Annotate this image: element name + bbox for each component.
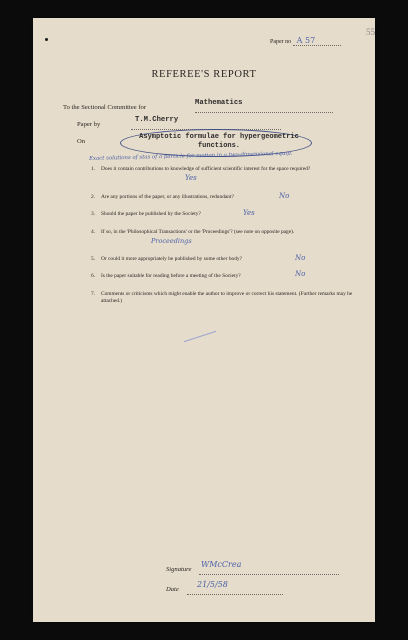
on-label: On: [77, 138, 86, 145]
committee-value: Mathematics: [195, 99, 243, 107]
punch-mark: [45, 38, 48, 41]
signature-label: Signature: [166, 566, 192, 573]
question-answer: Yes: [243, 209, 255, 217]
paper-number-row: [270, 36, 341, 46]
signature-line: [199, 560, 339, 575]
question-text: Is the paper suitable for reading before a meeting of the Society?: [101, 273, 241, 279]
report-sheet: [33, 18, 375, 622]
paper-by-label: Paper by: [77, 121, 101, 128]
committee-line: [195, 99, 333, 113]
question-text: Or could it more appropriately be published by some other body?: [101, 256, 243, 262]
question-text: Are any portions of the paper, or any illustrations, redundant?: [101, 194, 234, 200]
handwritten-subtitle: Exact solutions of stas of a particle for motion in a two-dimensional equip.: [89, 150, 293, 162]
question-number: 5.: [91, 256, 96, 262]
paper-number-label: Paper no: [270, 39, 292, 45]
question-answer: No: [295, 270, 306, 278]
question-number: 3.: [91, 211, 96, 217]
date-line: [187, 580, 283, 595]
question-number: 1.: [91, 166, 96, 172]
committee-label: To the Sectional Committee for: [63, 104, 147, 111]
paper-by-value: T.M.Cherry: [135, 116, 179, 124]
question-number: 7.: [91, 291, 96, 297]
paper-title: [129, 133, 309, 151]
corner-number: 55: [366, 27, 375, 37]
question-text: Comments or criticisms which might enable the author to improve or correct his statement. (Further remarks may be attached.): [101, 291, 353, 305]
question-answer: Proceedings: [151, 237, 192, 245]
date-label: Date: [166, 586, 179, 593]
signature-value: WMcCrea: [201, 560, 242, 569]
paper-number-value: A 57: [293, 36, 341, 46]
question-answer: No: [279, 192, 290, 200]
question-text: Does it contain contributions to knowledge of sufficient scientific interest for the space required?: [101, 166, 311, 172]
question-number: 6.: [91, 273, 96, 279]
question-number: 4.: [91, 229, 96, 235]
question-text: If so, in the 'Philosophical Transactions' or the 'Proceedings'? (see note on opposite page).: [101, 229, 295, 235]
date-value: 21/5/58: [197, 580, 228, 589]
question-text: Should the paper be published by the Society?: [101, 211, 201, 217]
question-answer: No: [295, 254, 306, 262]
paper-title-line-2: functions.: [197, 142, 240, 150]
question-number: 2.: [91, 194, 96, 200]
report-title: REFEREE'S REPORT: [151, 69, 257, 80]
paper-title-line-1: Asymptotic formulae for hypergeometric: [139, 133, 299, 141]
question-answer: Yes: [185, 174, 197, 182]
ink-stroke: [184, 331, 217, 342]
